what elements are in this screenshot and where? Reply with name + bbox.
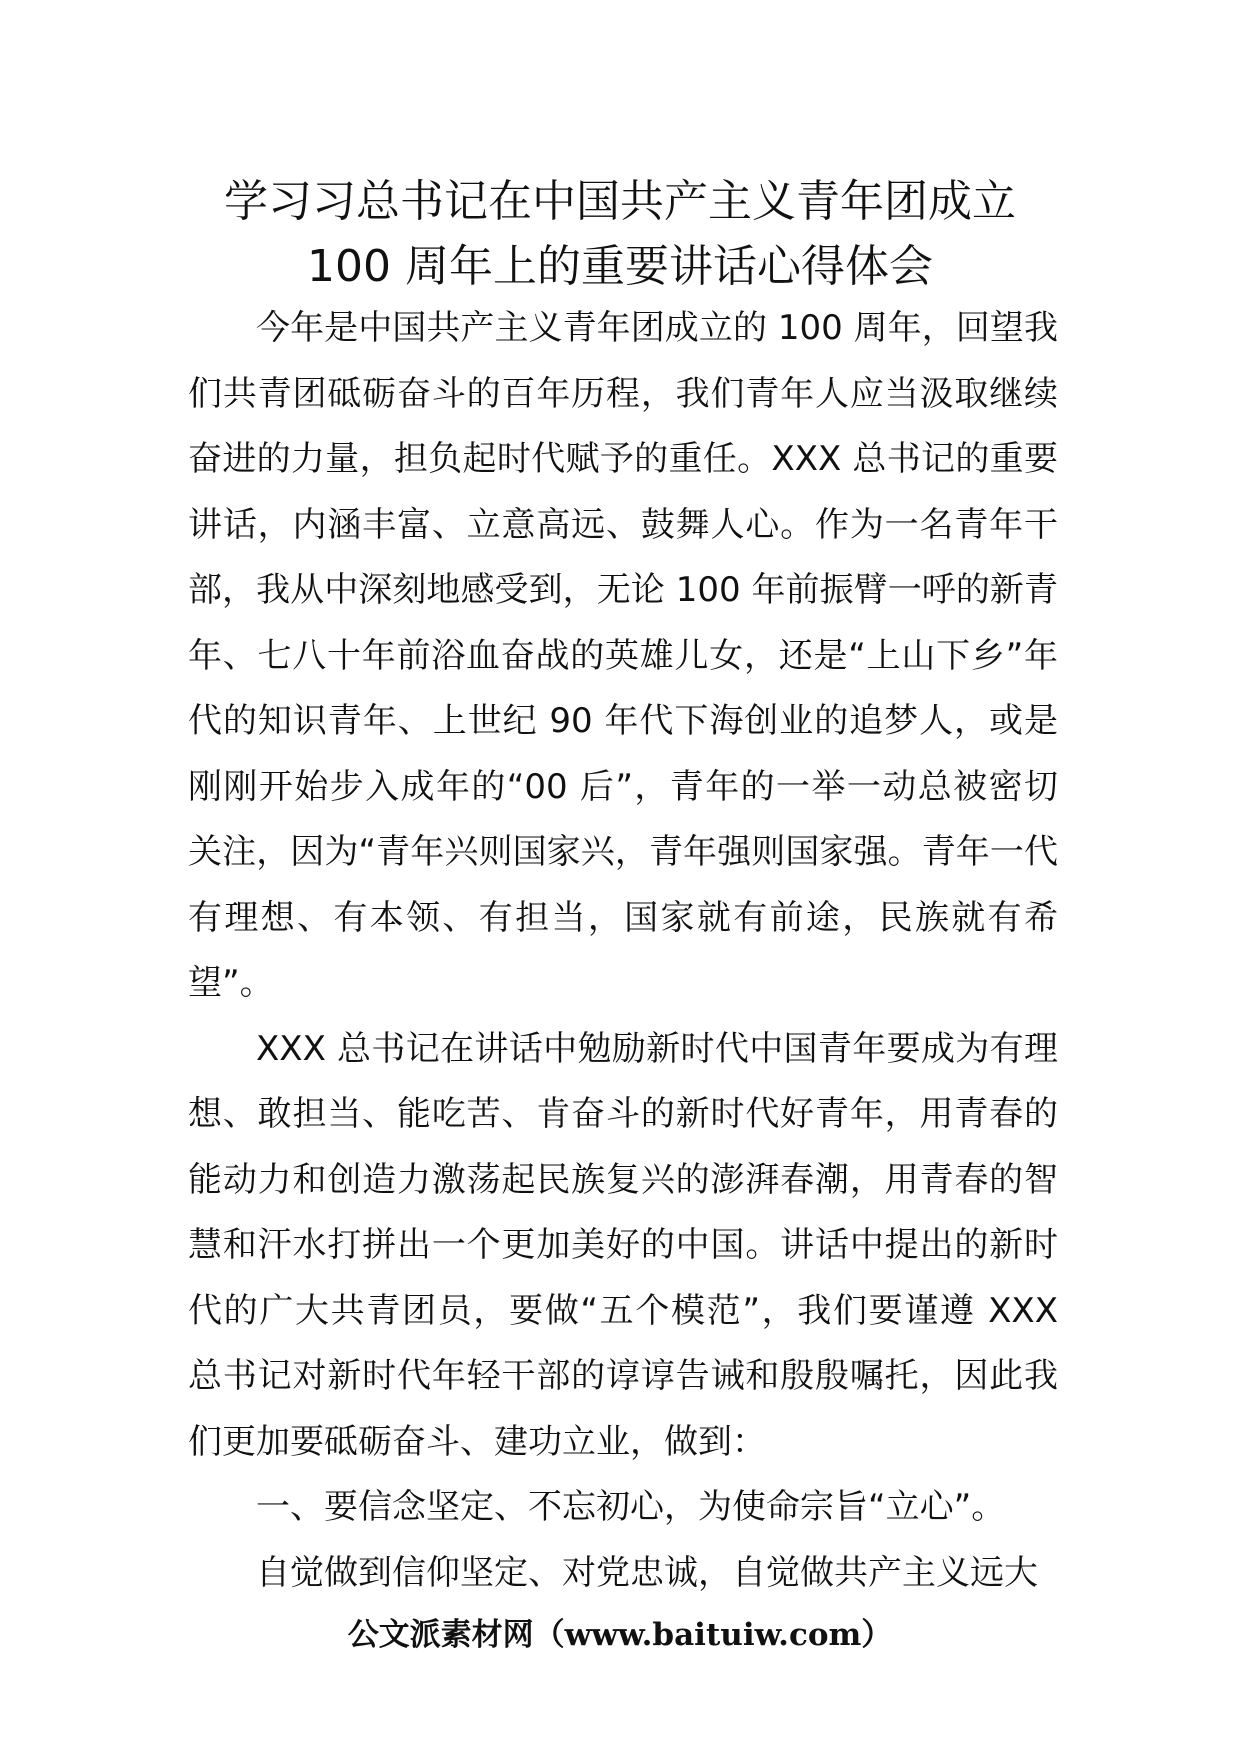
document-body (188, 296, 1058, 1606)
section-heading-1: 一、要信念坚定、不忘初心，为使命宗旨“立心”。 (256, 1487, 1006, 1527)
document-title-line-1: 学习习总书记在中国共产主义青年团成立 (224, 176, 1016, 227)
paragraph-2: XXX 总书记在讲话中勉励新时代中国青年要成为有理想、敢担当、能吃苦、肯奋斗的新时代好青年，用青春的能动力和创造力激荡起民族复兴的澎湃春潮，用青春的智慧和汗水打拼出一个更加美好的中国。讲话中提出的新时代的广大共青团员，要做“五个模范”，我们要谨遵 XXX 总书记对新时代年轻干部的谆谆告诫和殷殷嘱托，因此我们更加要砥砺奋斗、建功立业，做到： (188, 1028, 1058, 1462)
footer-watermark: 公文派素材网（www.baituiw.com） (347, 1617, 893, 1653)
paragraph-3: 自觉做到信仰坚定、对党忠诚，自觉做共产主义远大 (256, 1552, 1038, 1593)
paragraph-1: 今年是中国共产主义青年团成立的 100 周年，回望我们共青团砥砺奋斗的百年历程，我们青年人应当汲取继续奋进的力量，担负起时代赋予的重任。XXX 总书记的重要讲话，内涵丰富、立意高远、鼓舞人心。作为一名青年干部，我从中深刻地感受到，无论 100 年前振臂一呼的新青年、七八十年前浴血奋战的英雄儿女，还是“上山下乡”年代的知识青年、上世纪 90 年代下海创业的追梦人，或是刚刚开始步入成年的“00 后”，青年的一举一动总被密切关注，因为“青年兴则国家兴，青年强则国家强。青年一代有理想、有本领、有担当，国家就有前途，民族就有希望”。 (188, 308, 1058, 1003)
document-title-line-2: 100 周年上的重要讲话心得体会 (307, 241, 933, 292)
